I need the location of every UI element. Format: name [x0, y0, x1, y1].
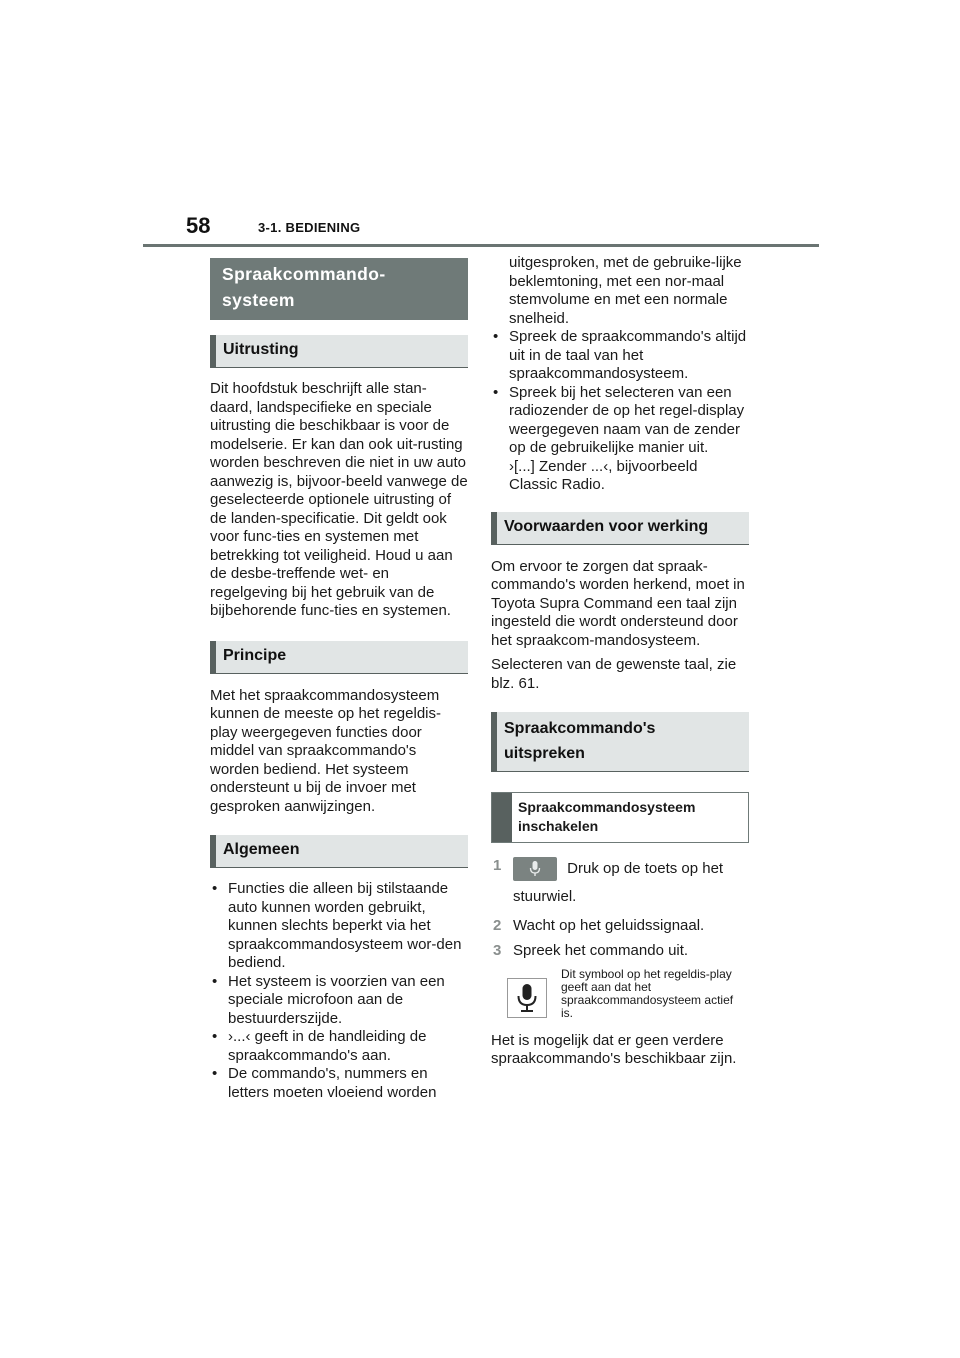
symbol-note-text: Dit symbool op het regeldis-play geeft aan dat het spraakcommandosysteem actief is. — [561, 966, 734, 1020]
step-number: 1 — [493, 857, 502, 874]
subheading-inschakelen: Spraakcommandosysteem inschakelen — [491, 792, 749, 843]
voorwaarden-paragraph: Om ervoor te zorgen dat spraak-commando's worden herkend, moet in Toyota Supra Command een taal zijn ingesteld die wordt ondersteund door het spraakcom-mandosysteem. — [491, 557, 745, 649]
list-item: • ›...‹ geeft in de handleiding de spraakcommando's aan. — [210, 1028, 468, 1065]
list-item: • De commando's, nummers en letters moeten vloeiend worden — [210, 1065, 468, 1102]
right-column — [491, 254, 749, 1069]
microphone-button-icon — [513, 857, 557, 881]
heading-algemeen: Algemeen — [210, 835, 468, 868]
spraak-list — [491, 328, 749, 458]
bullet-continuation: uitgesproken, met de gebruike-lijke beklemtoning, met een nor-maal stemvolume en met een normale snelheid. — [509, 254, 742, 327]
step-number: 2 — [493, 916, 502, 934]
step-2: 2 Wacht op het geluidssignaal. — [493, 916, 705, 934]
heading-uitspreken: Spraakcommando's uitspreken — [491, 712, 749, 772]
list-item: • Het systeem is voorzien van een speciale microfoon aan de bestuurderszijde. — [210, 973, 468, 1029]
page-number: 58 — [186, 213, 211, 238]
left-column — [210, 258, 468, 1102]
header-divider — [143, 244, 819, 247]
example-command: ›[...] Zender ...‹, bijvoorbeeld Classic Radio. — [509, 457, 698, 493]
list-item: • Functies die alleen bij stilstaande auto kunnen worden gebruikt, kunnen slechts beperkt via het spraakcommandosysteem wor-den bediend. — [210, 880, 468, 973]
uitrusting-paragraph: Dit hoofdstuk beschrijft alle stan-daard, landspecifieke en speciale uitrusting die beschikbaar is voor de modelserie. Er kan dan ook uit-rusting worden beschreven die niet in uw auto aanwezig is, bijvoor-beeld vanwege de geselecteerde optionele uitrusting of de landen-specificatie. Dit geldt ook voor func-ties en systemen met betrekking tot veiligheid. Houd u aan de desbe-treffende wet- en regelgeving bij het gebruik van de bijbehorende func-ties en systemen. — [210, 380, 468, 619]
heading-principe: Principe — [210, 641, 468, 674]
step-1: 1 Druk op de toets op het stuurwiel. — [493, 857, 724, 905]
section-heading-spraakcommandosysteem: Spraakcommando- systeem — [210, 258, 468, 320]
heading-uitrusting: Uitrusting — [210, 335, 468, 368]
chapter-title: 3-1. BEDIENING — [258, 220, 361, 235]
subheading-bar — [492, 793, 512, 842]
list-item: • Spreek de spraakcommando's altijd uit in de taal van het spraakcommandosysteem. — [491, 328, 749, 384]
list-item: • Spreek bij het selecteren van een radiozender de op het regel-display weergegeven naam van de zender op de gebruikelijke manier uit. — [491, 384, 749, 458]
language-reference: Selecteren van de gewenste taal, zie blz. 61. — [491, 656, 737, 692]
step-3: 3 Spreek het commando uit. — [493, 942, 689, 959]
closing-paragraph: Het is mogelijk dat er geen verdere spraakcommando's beschikbaar zijn. — [491, 1031, 737, 1067]
heading-voorwaarden: Voorwaarden voor werking — [491, 512, 749, 545]
principe-paragraph: Met het spraakcommandosysteem kunnen de meeste op het regeldis-play weergegeven functies door middel van spraakcommando's worden bediend. Het systeem ondersteunt u bij de invoer met gesproken aanwijzingen. — [210, 686, 441, 815]
algemeen-list — [210, 880, 468, 1102]
microphone-symbol-icon — [507, 978, 547, 1018]
step-number: 3 — [493, 942, 502, 959]
symbol-note — [491, 968, 749, 1020]
